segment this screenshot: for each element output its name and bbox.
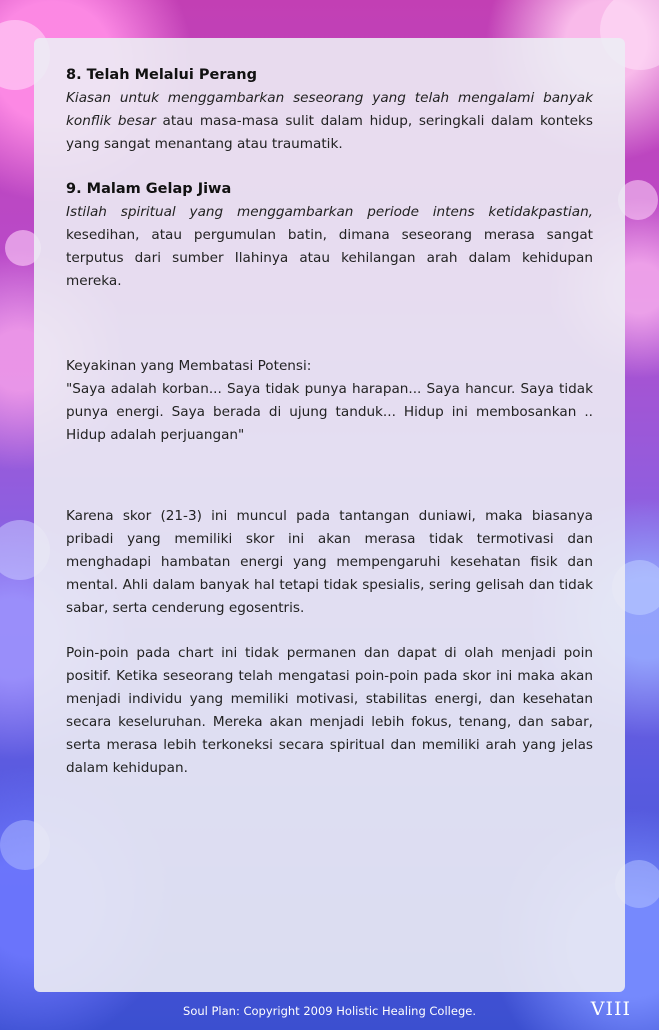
paragraph-positive-outlook: Poin-poin pada chart ini tidak permanen dan dapat di olah menjadi poin positif. Ketika seseorang telah mengatasi poin-poin pada skor ini maka akan menjadi individu yang memiliki motivasi, stabilitas energi, dan kesehatan secara keseluruhan. Mereka akan menjadi lebih fokus, tenang, dan sabar, serta merasa lebih terkoneksi secara spiritual dan memiliki arah yang jelas dalam kehidupan. xyxy=(66,645,593,776)
beliefs-heading: Keyakinan yang Membatasi Potensi: xyxy=(66,358,312,374)
section-8-title: 8. Telah Melalui Perang xyxy=(66,67,257,83)
section-9-italic-text: Istilah spiritual yang menggambarkan periode intens ketidakpastian, xyxy=(66,204,593,220)
section-9-description xyxy=(66,201,593,293)
page-number: VIII xyxy=(590,998,631,1020)
section-9-text: kesedihan, atau pergumulan batin, dimana seseorang merasa sangat terputus dari sumber Ilahinya atau kehilangan arah dalam kehidupan mereka. xyxy=(66,227,593,289)
copyright-text: Soul Plan: Copyright 2009 Holistic Healing College. xyxy=(183,1004,476,1018)
paragraph-score-explanation: Karena skor (21-3) ini muncul pada tantangan duniawi, maka biasanya pribadi yang memiliki skor ini akan merasa tidak termotivasi dan menghadapi hambatan energi yang mempengaruhi kesehatan fisik dan mental. Ahli dalam banyak hal tetapi tidak spesialis, sering gelisah dan tidak sabar, serta cenderung egosentris. xyxy=(66,508,593,616)
section-8-text: atau masa-masa sulit dalam hidup, seringkali dalam konteks yang sangat menantang atau traumatik. xyxy=(66,113,593,152)
page-footer xyxy=(0,998,659,1022)
section-8-italic-text: Kiasan untuk menggambarkan seseorang yang telah mengalami banyak konflik besar xyxy=(66,90,593,129)
section-9-title: 9. Malam Gelap Jiwa xyxy=(66,181,232,197)
beliefs-quote: "Saya adalah korban... Saya tidak punya harapan... Saya hancur. Saya tidak punya energi. Saya berada di ujung tanduk... Hidup ini membosankan .. Hidup adalah perjuangan" xyxy=(66,381,593,443)
content-card xyxy=(34,38,625,992)
section-8-description xyxy=(66,87,593,156)
